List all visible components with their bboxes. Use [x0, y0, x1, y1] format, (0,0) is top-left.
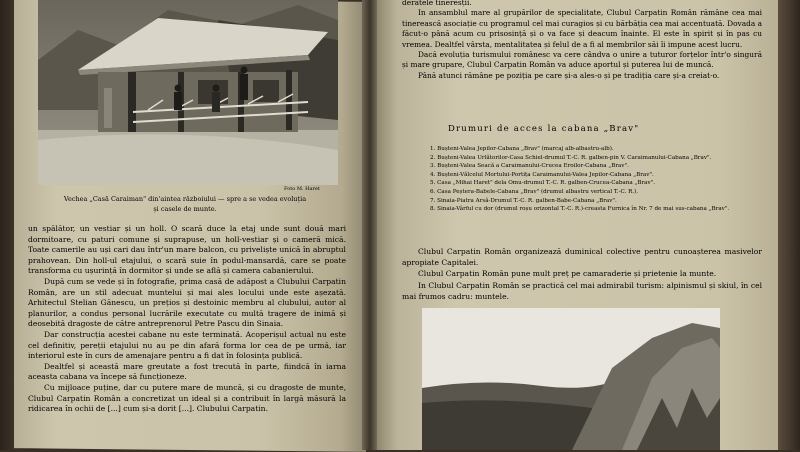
mountain-photo — [422, 308, 720, 450]
list-item: 7. Sinaia-Piatra Arsă-Drumul T.-C. R. galben-Babe-Cabana „Brav". — [430, 197, 617, 204]
paragraph: Până atunci rămâne pe poziția pe care și-a ales-o și pe tradiția care și-a creiat-o. — [418, 70, 720, 80]
paragraph: deratele tineresții. — [402, 0, 472, 7]
list-item: 3. Bușteni-Valea Seacă a Caraimanului-Crucea Eroilor-Cabana „Brav". — [430, 163, 629, 170]
paragraph: Dacă evoluția turismului românesc va cere cândva o unire a tuturor forțelor într'o singură și mare grupare, Clubul Carpatin Român va aduce aportul și puterea lui de muncă. — [402, 50, 762, 70]
list-item: 4. Bușteni-Vălcelul Mortului-Portița Caraimanului-Valea Jepilor-Cabana „Brav". — [430, 171, 654, 178]
list-item: 5. Casa „Mihai Haret" dela Omu-drumul T.-C. R. galben-Crucea-Cabana „Brav". — [430, 180, 656, 187]
paragraph: Dealtfel și această mare greutate a fost trecută în parte, fiindcă în iarna aceasta cabana va începe să funcționeze. — [28, 361, 346, 382]
photo-caption — [60, 194, 310, 214]
list-item: 6. Casa Peștera-Babele-Cabana „Brav" (drumul albastru vertical T.-C. R.). — [430, 188, 639, 195]
book-edge — [778, 0, 800, 450]
paragraph: In Clubul Carpatin Român se practică cel mai admirabil turism: alpinismul și skiul, în cel mai frumos cadru: muntele. — [402, 280, 762, 301]
right-top-text — [402, 0, 762, 81]
paragraph: După cum se vede și în fotografie, prima casă de adăpost a Clubului Carpatin Român, are un stil adecuat muntelui și mai ales locului unde este așezată. Arhitectul Stelian Gănescu, un prețios și destoinic membru al clubului, autor al planurilor, a condus personal lucrările executate cu multă tragere de inimă și deosebită dragoste de către antreprenorul Petre Pascu din Sinaia. — [28, 276, 346, 329]
right-bottom-text — [402, 246, 762, 302]
section-heading: Drumuri de acces la cabana „Brav" — [448, 124, 640, 134]
left-body-text — [28, 224, 346, 415]
list-item: 2. Bușteni-Valea Urlătorilor-Casa Schiel-drumul T.-C. R. galben-pin V. Caraimanului-Cabana „Brav". — [430, 154, 712, 161]
list-item: 1. Bușteni-Valea Jepilor-Cabana „Brav" (marcaj alb-albastru-alb). — [430, 146, 614, 152]
list-item: 8. Sinaia-Vârful cu dor (drumul roșu orizontal T.-C. R.)-creasta Furnica în Nr. 7 de mai sus-cabana „Brav". — [430, 206, 730, 213]
paragraph: un spălător, un vestiar și un holl. O scară duce la etaj unde sunt două mari dormitoare, cu paturi comune și suprapuse, un holl-vestiar și o cameră mică. Toate camerile au uși cari dau într'un mare balcon, cu priveliște unică în abruptul prahovean. Din holl-ul etajului, o scară suie în podul-mansardă, care se poate transforma cu ușurință în dormitor și unde se află și camera cabanierului. — [28, 224, 346, 276]
caption-line: și casele de munte. — [153, 205, 217, 213]
paragraph: Clubul Carpatin Român pune mult preț pe camaraderie și prietenie la munte. — [418, 269, 717, 279]
caption-line: Vechea „Casă Caraiman" din'aintea războiului — spre a se vedea evoluția — [63, 195, 307, 203]
paragraph: Dar construcția acestei cabane nu este terminată. Acoperișul actual nu este cel definitiv, pereții etajului nu au pe din afară forma lor cea de pe urmă, iar interiorul este în curs de amenajare pentru a fi dat în folosința publică. — [28, 329, 346, 361]
paragraph: Clubul Carpatin Român organizează duminical colective pentru cunoașterea masivelor apropiate Capitalei. — [402, 247, 762, 268]
routes-list — [430, 145, 770, 214]
paragraph: In ansamblul mare al grupărilor de specialitate, Clubul Carpatin Român rămâne cea mai tinerească asociație cu programul cel mai curagios și cu bărbăția cea mai accentuată. Dovada a făcut-o până acum cu prisosință și o va face și deacum înainte. El este în spirit și în pas cu vremea. Dealtfel vârsta, mentalitatea și felul de a fi al membrilor săi îi impune acest lucru. — [402, 8, 762, 49]
paragraph: Cu mijloace puține, dar cu putere mare de muncă, și cu dragoste de munte, Clubul Carpatin Român a concretizat un ideal și a contribuit în largă măsură la ridicarea în ochii de [...] cum și-a dorit [...]. Clubului Carpatin. — [28, 382, 346, 414]
photo-credit: Foto M. Haret — [284, 186, 320, 192]
cabin-photo — [38, 0, 338, 185]
